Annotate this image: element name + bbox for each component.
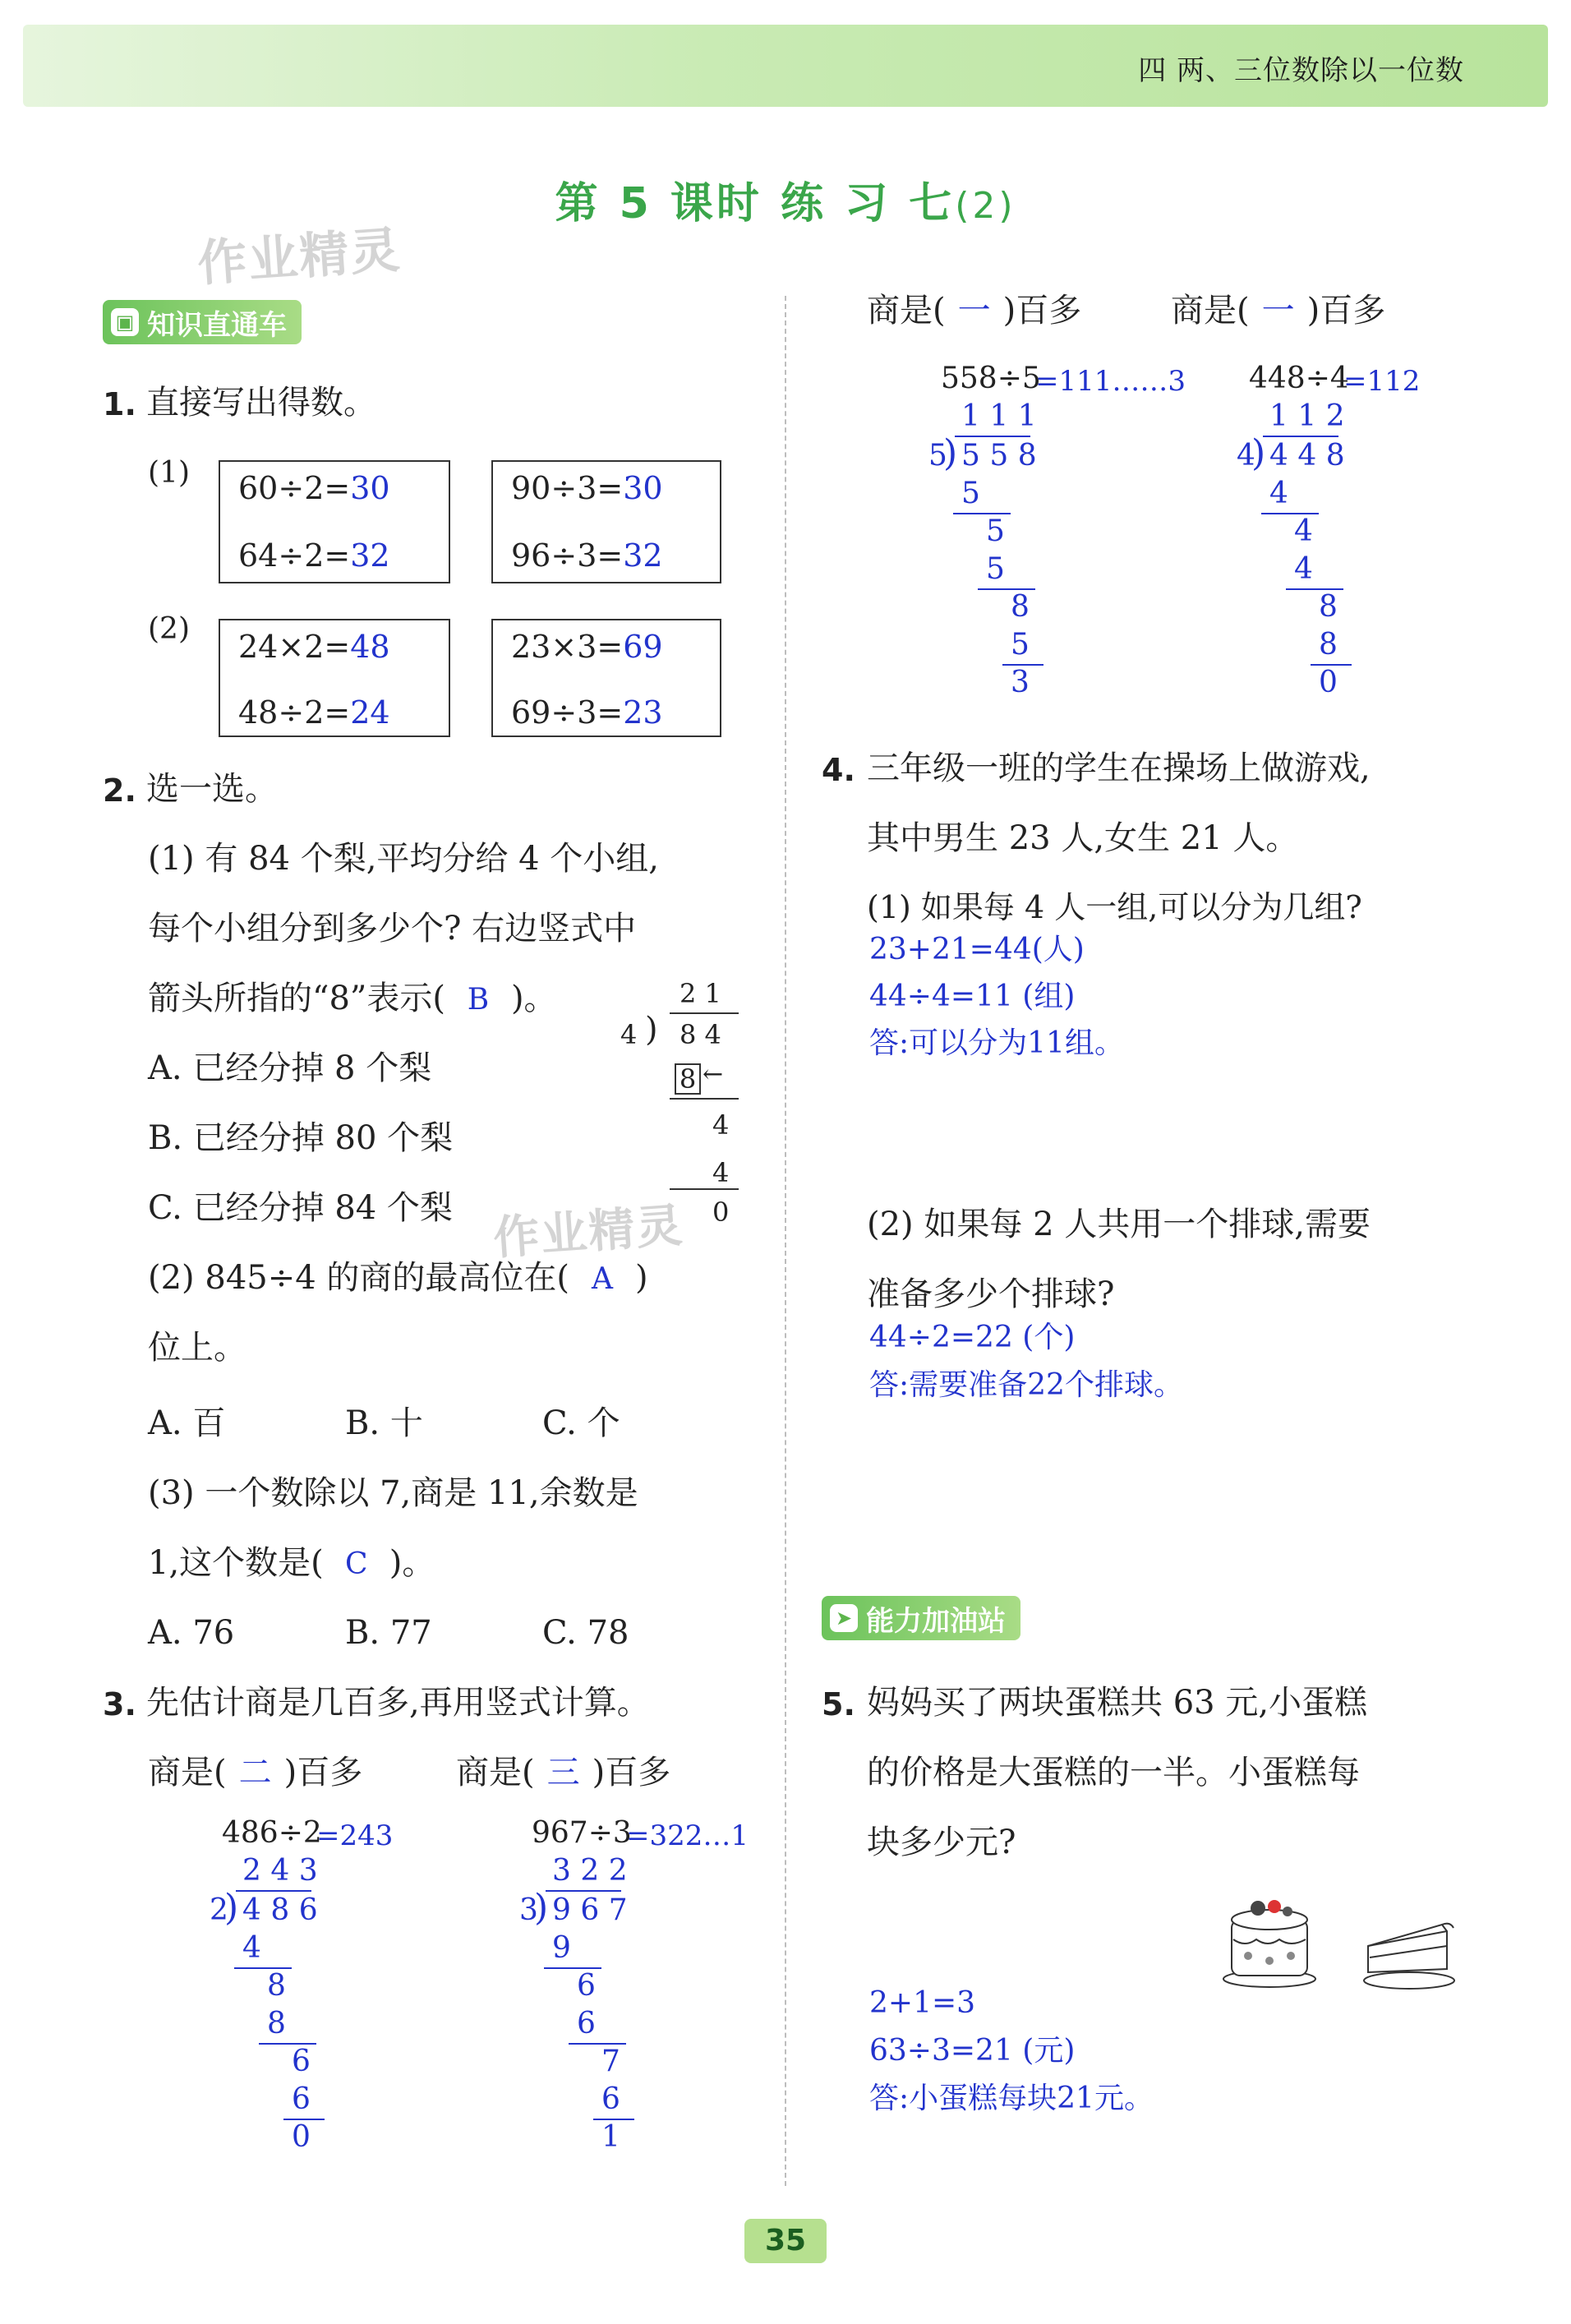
watermark-top: 作业精灵	[196, 221, 403, 293]
estimate-end: )百多	[1002, 292, 1082, 330]
division-step: 4	[1294, 514, 1313, 548]
small-cake-icon	[1364, 1924, 1454, 1989]
division-dividend: 9 6 7	[552, 1893, 628, 1927]
division-quotient: 2 4 3	[242, 1854, 318, 1888]
division-bar	[1286, 588, 1343, 590]
q5-line1: 妈妈买了两块蛋糕共 63 元,小蛋糕	[867, 1684, 1368, 1722]
estimate-label: 商是(	[148, 1754, 227, 1791]
section-tag-ability	[822, 1596, 1020, 1640]
division-bracket: )	[1251, 432, 1266, 474]
division-step: 4	[1294, 552, 1313, 586]
division-step: 3	[1011, 666, 1030, 699]
division-bar	[1311, 664, 1352, 666]
q1-answer: 24	[350, 694, 390, 731]
q4-s2-line1: (2) 如果每 2 人共用一个排球,需要	[867, 1206, 1371, 1243]
q5-answer-3: 答:小蛋糕每块21元。	[869, 2082, 1154, 2115]
estimate-answer: 二	[238, 1754, 272, 1791]
q3-estimate-3	[867, 292, 1082, 330]
q1-answer: 48	[350, 629, 390, 665]
q1-answer: 30	[623, 470, 663, 506]
q2-s2-end: )	[635, 1259, 648, 1297]
division-step: 5	[986, 552, 1005, 586]
q2-vertical-division	[620, 978, 752, 1241]
q2-s1-line1: (1) 有 84 个梨,平均分给 4 个小组,	[148, 840, 660, 878]
q1-answer: 30	[350, 470, 390, 506]
rocket-icon: ➤	[830, 1604, 858, 1632]
division-bar	[953, 513, 1011, 514]
q2-s1-line2: 每个小组分到多少个? 右边竖式中	[148, 910, 637, 948]
q3-division-1	[210, 1816, 456, 2161]
q1-expr: 60÷2=	[238, 470, 351, 506]
division-step: 6	[577, 2007, 596, 2040]
q4-s2-answer-2: 答:需要准备22个排球。	[869, 1368, 1183, 1402]
division-step: 8	[267, 1969, 286, 2003]
division-bar	[569, 2043, 626, 2045]
q4-s1: (1) 如果每 4 人一组,可以分为几组?	[867, 889, 1362, 925]
division-expression: 448÷4	[1249, 362, 1349, 395]
division-bracket: )	[534, 1887, 549, 1929]
q1-expr: 69÷3=	[511, 694, 624, 731]
q1-expr: 90÷3=	[511, 470, 624, 506]
division-divisor: 2	[210, 1893, 228, 1927]
q2-s2-line1	[148, 1259, 648, 1297]
division-dividend: 4 4 8	[1269, 439, 1345, 473]
division-result: =112	[1343, 365, 1421, 398]
division-result: =243	[316, 1819, 394, 1852]
division-step: 0	[292, 2120, 311, 2154]
division-step: 5	[961, 477, 980, 510]
division-remainder: 0	[712, 1197, 730, 1228]
division-divisor: 4	[1237, 439, 1255, 473]
q1-part1-label: (1)	[148, 456, 190, 490]
q1-part2-label: (2)	[148, 612, 190, 646]
division-divisor: 3	[519, 1893, 538, 1927]
page-number: 35	[744, 2219, 827, 2263]
estimate-answer: 三	[546, 1754, 580, 1791]
division-boxed-8: 8	[675, 1063, 701, 1095]
q2-number: 2.	[103, 772, 136, 809]
division-bar	[1261, 513, 1319, 514]
q2-s3-option-c: C. 78	[542, 1614, 629, 1652]
q2-option-c: C. 已经分掉 84 个梨	[148, 1189, 453, 1227]
q4-s1-answer-1: 23+21=44(人)	[869, 933, 1085, 966]
train-icon: ▣	[111, 308, 139, 336]
division-step: 8	[1319, 628, 1338, 662]
section-tag-knowledge	[103, 300, 302, 344]
q3-number: 3.	[103, 1686, 136, 1722]
division-bar	[283, 2119, 325, 2120]
q2-s3-end: )。	[389, 1544, 435, 1582]
division-step: 8	[267, 2007, 286, 2040]
division-step: 6	[292, 2082, 311, 2116]
q5-number: 5.	[822, 1686, 855, 1722]
page-title	[0, 168, 1571, 230]
division-step: 9	[552, 1931, 571, 1965]
division-result: =322…1	[626, 1819, 749, 1852]
q3-text: 先估计商是几百多,再用竖式计算。	[146, 1684, 650, 1722]
q4-line2: 其中男生 23 人,女生 21 人。	[867, 819, 1299, 857]
cakes-illustration	[1220, 1882, 1467, 1997]
q5-answer-1: 2+1=3	[869, 1986, 976, 2020]
division-step: 7	[601, 2045, 620, 2078]
q2-s2-option-a: A. 百	[148, 1404, 226, 1442]
division-bar	[236, 1890, 311, 1892]
q2-s3-line1: (3) 一个数除以 7,商是 11,余数是	[148, 1474, 638, 1512]
division-bar	[234, 1967, 292, 1969]
arrow-left-icon: ←	[703, 1060, 724, 1089]
division-step: 5	[986, 514, 1005, 548]
title-sub: (2)	[955, 185, 1016, 227]
title-main: 第 5 课时 练 习 七	[555, 179, 956, 228]
q1-box-3	[219, 619, 450, 737]
q1-expr: 48÷2=	[238, 694, 351, 731]
division-divisor: 4	[620, 1019, 638, 1050]
estimate-answer: 一	[957, 292, 991, 330]
division-bar	[1002, 664, 1043, 666]
estimate-end: )百多	[283, 1754, 363, 1791]
q5-line2: 的价格是大蛋糕的一半。小蛋糕每	[867, 1754, 1360, 1791]
estimate-label: 商是(	[1171, 292, 1250, 330]
division-quotient: 1 1 2	[1269, 399, 1345, 433]
q1-expr: 24×2=	[238, 629, 351, 665]
q1-text: 直接写出得数。	[146, 384, 376, 422]
q1-box-1	[219, 460, 450, 583]
q2-s3-answer: C	[345, 1547, 368, 1581]
division-step: 8	[1011, 590, 1030, 624]
estimate-label: 商是(	[456, 1754, 535, 1791]
division-step: 6	[601, 2082, 620, 2116]
division-bar	[955, 436, 1030, 437]
division-dividend: 8 4	[680, 1019, 721, 1050]
division-bar	[1263, 436, 1338, 437]
division-step: 5	[1011, 628, 1030, 662]
q2-s2-prompt: (2) 845÷4 的商的最高位在(	[148, 1259, 570, 1297]
q2-s3-option-b: B. 77	[345, 1614, 432, 1652]
division-expression: 486÷2	[222, 1816, 322, 1850]
q2-option-a: A. 已经分掉 8 个梨	[148, 1049, 432, 1087]
q1-expr: 96÷3=	[511, 537, 624, 574]
division-bracket: )	[943, 432, 958, 474]
q2-s2-option-c: C. 个	[542, 1404, 620, 1442]
q4-s1-answer-3: 答:可以分为11组。	[869, 1026, 1124, 1060]
division-step: 4	[242, 1931, 261, 1965]
division-quotient: 2 1	[680, 978, 721, 1009]
division-step: 1	[601, 2120, 620, 2154]
q2-text: 选一选。	[146, 770, 278, 808]
q3-estimate-2	[456, 1756, 670, 1789]
division-bar	[670, 1012, 739, 1014]
big-cake-icon	[1223, 1900, 1315, 1987]
q2-s3-option-a: A. 76	[148, 1614, 235, 1652]
q2-s1-prompt: 箭头所指的“8”表示(	[148, 980, 445, 1017]
division-bar	[670, 1098, 739, 1100]
q1-expr: 23×3=	[511, 629, 624, 665]
q1-number: 1.	[103, 386, 136, 422]
q3-division-3	[928, 362, 1208, 707]
division-bar	[259, 2043, 316, 2045]
division-step: 4	[712, 1157, 730, 1188]
q4-s2-answer-1: 44÷2=22 (个)	[869, 1321, 1076, 1354]
division-bracket: )	[224, 1887, 239, 1929]
division-bar	[670, 1188, 739, 1190]
q1-box-2	[491, 460, 721, 583]
q1-answer: 23	[623, 694, 663, 731]
q3-estimate-4	[1171, 292, 1386, 330]
division-bracket: )	[645, 1011, 658, 1049]
q2-s2-option-b: B. 十	[345, 1404, 423, 1442]
section-ability-label: 能力加油站	[866, 1604, 1006, 1638]
division-bar	[978, 588, 1035, 590]
division-bar	[546, 1890, 621, 1892]
q4-number: 4.	[822, 752, 855, 788]
q1-box-4	[491, 619, 721, 737]
estimate-label: 商是(	[867, 292, 946, 330]
q4-s1-answer-2: 44÷4=11 (组)	[869, 980, 1076, 1013]
division-result: =111……3	[1035, 365, 1186, 398]
estimate-end: )百多	[1306, 292, 1386, 330]
q2-s3-line2	[148, 1544, 435, 1582]
division-quotient: 3 2 2	[552, 1854, 628, 1888]
division-dividend: 5 5 8	[961, 439, 1037, 473]
q3-division-4	[1237, 362, 1483, 707]
division-step: 6	[292, 2045, 311, 2078]
q2-s1-end: )。	[510, 980, 557, 1017]
estimate-end: )百多	[592, 1754, 671, 1791]
division-bar	[544, 1967, 601, 1969]
division-quotient: 1 1 1	[961, 399, 1037, 433]
q2-s1-line3	[148, 982, 557, 1015]
division-step: 6	[577, 1969, 596, 2003]
division-step: 4	[1269, 477, 1288, 510]
chapter-title: 四 两、三位数除以一位数	[1138, 54, 1464, 87]
q1-answer: 69	[623, 629, 663, 665]
division-step: 0	[1319, 666, 1338, 699]
division-expression: 967÷3	[532, 1816, 632, 1850]
q5-answer-2: 63÷3=21 (元)	[869, 2034, 1076, 2068]
q5-line3: 块多少元?	[867, 1824, 1016, 1861]
q2-s2-answer: A	[592, 1262, 614, 1296]
division-step: 8	[1319, 590, 1338, 624]
q3-division-2	[519, 1816, 790, 2161]
division-divisor: 5	[928, 439, 947, 473]
q1-answer: 32	[350, 537, 390, 574]
q2-s2-line2: 位上。	[148, 1329, 246, 1367]
q3-estimate-1	[148, 1756, 362, 1789]
q4-line1: 三年级一班的学生在操场上做游戏,	[867, 749, 1371, 787]
division-expression: 558÷5	[941, 362, 1041, 395]
q1-expr: 64÷2=	[238, 537, 351, 574]
division-bar	[593, 2119, 634, 2120]
q2-option-b: B. 已经分掉 80 个梨	[148, 1119, 454, 1157]
q2-s3-prompt: 1,这个数是(	[148, 1544, 324, 1582]
q4-s2-line2: 准备多少个排球?	[867, 1275, 1115, 1313]
q2-s1-answer: B	[467, 983, 490, 1017]
estimate-answer: 一	[1261, 292, 1295, 330]
q1-answer: 32	[623, 537, 663, 574]
division-step: 4	[712, 1109, 730, 1141]
division-dividend: 4 8 6	[242, 1893, 318, 1927]
section-knowledge-label: 知识直通车	[147, 308, 287, 342]
watermark-middle: 作业精灵	[491, 1198, 686, 1266]
